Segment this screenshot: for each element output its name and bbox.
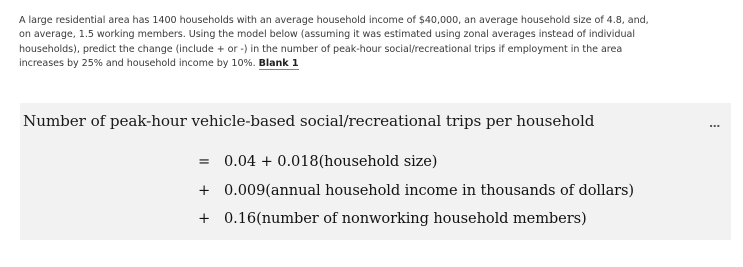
- term-household-income: 0.009(annual household income in thousands of dollars): [224, 182, 635, 199]
- question-line-4: increases by 25% and household income by 10%.: [19, 58, 256, 70]
- term-household-size: 0.04 + 0.018(household size): [224, 153, 438, 170]
- equals-operator: =: [198, 153, 211, 170]
- blank-1-label[interactable]: Blank 1: [258, 58, 299, 70]
- question-line-1: A large residential area has 1400 households with an average household income of $40,000, an average household size of 4.8, and,: [19, 15, 649, 26]
- question-text: [19, 14, 731, 72]
- model-title: Number of peak-hour vehicle-based social/recreational trips per household: [23, 112, 595, 130]
- equation-term-2: [198, 182, 634, 199]
- question-line-3: households), predict the change (include + or -) in the number of peak-hour social/recreational trips if employment in the area: [19, 43, 623, 55]
- equation-term-3: [198, 210, 587, 227]
- more-options-icon[interactable]: ...: [708, 117, 720, 130]
- plus-operator: +: [198, 182, 211, 199]
- term-nonworking-members: 0.16(number of nonworking household members): [224, 210, 587, 227]
- model-panel: [20, 103, 731, 240]
- question-line-2: on average, 1.5 working members. Using the model below (assuming it was estimated using zonal averages instead of individual: [19, 29, 635, 41]
- equation-term-1: [198, 153, 437, 170]
- plus-operator: +: [198, 210, 211, 227]
